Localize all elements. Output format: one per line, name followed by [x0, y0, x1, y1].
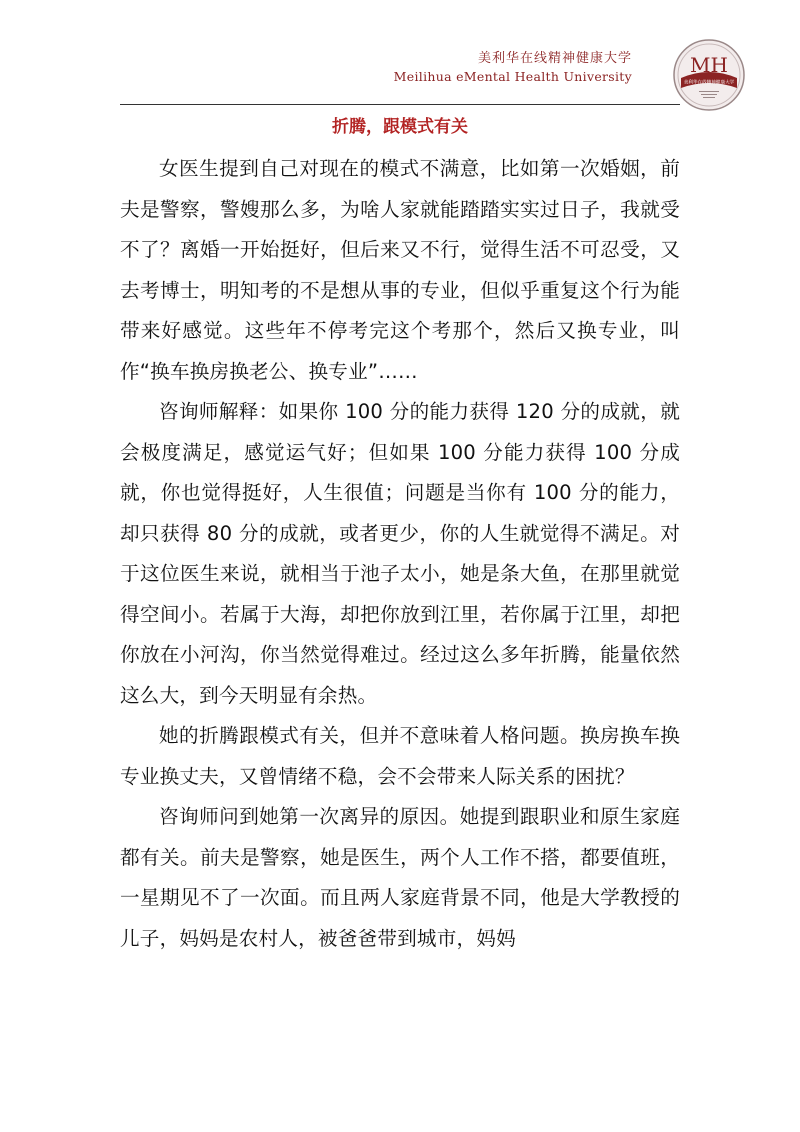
header-divider: [120, 104, 680, 105]
header-org-name: [394, 50, 632, 86]
logo-banner-text: 美利华在线精神健康大学: [683, 80, 735, 86]
org-name-chinese: 美利华在线精神健康大学: [477, 51, 632, 66]
paragraph: 咨询师解释：如果你 100 分的能力获得 120 分的成就，就会极度满足，感觉运气好；但如果 100 分能力获得 100 分成就，你也觉得挺好，人生很值；问题是当你有 100 分的能力，却只获得 80 分的成就，或者更少，你的人生就觉得不满足。对于这位医生来说，就相当于池子太小，她是条大鱼，在那里就觉得空间小。若属于大海，却把你放到江里，若你属于江里，却把你放在小河沟，你当然觉得难过。经过这么多年折腾，能量依然这么大，到今天明显有余热。: [120, 400, 680, 707]
org-name-english: Meilihua eMental Health University: [393, 69, 632, 84]
logo-monogram: MH: [690, 53, 728, 77]
paragraph: 女医生提到自己对现在的模式不满意，比如第一次婚姻，前夫是警察，警嫂那么多，为啥人家就能踏踏实实过日子，我就受不了？离婚一开始挺好，但后来又不行，觉得生活不可忍受，又去考博士，明知考的不是想从事的专业，但似乎重复这个行为能带来好感觉。这些年不停考完这个考那个，然后又换专业，叫作“换车换房换老公、换专业”……: [120, 157, 680, 383]
article-title: 折腾，跟模式有关: [332, 117, 468, 137]
paragraph: 她的折腾跟模式有关，但并不意味着人格问题。换房换车换专业换丈夫，又曾情绪不稳，会不会带来人际关系的困扰？: [120, 724, 680, 788]
paragraph: 咨询师问到她第一次离异的原因。她提到跟职业和原生家庭都有关。前夫是警察，她是医生，两个人工作不搭，都要值班，一星期见不了一次面。而且两人家庭背景不同，他是大学教授的儿子，妈妈是农村人，被爸爸带到城市，妈妈: [120, 805, 680, 950]
article-body: [120, 149, 680, 959]
university-logo: [672, 38, 746, 112]
